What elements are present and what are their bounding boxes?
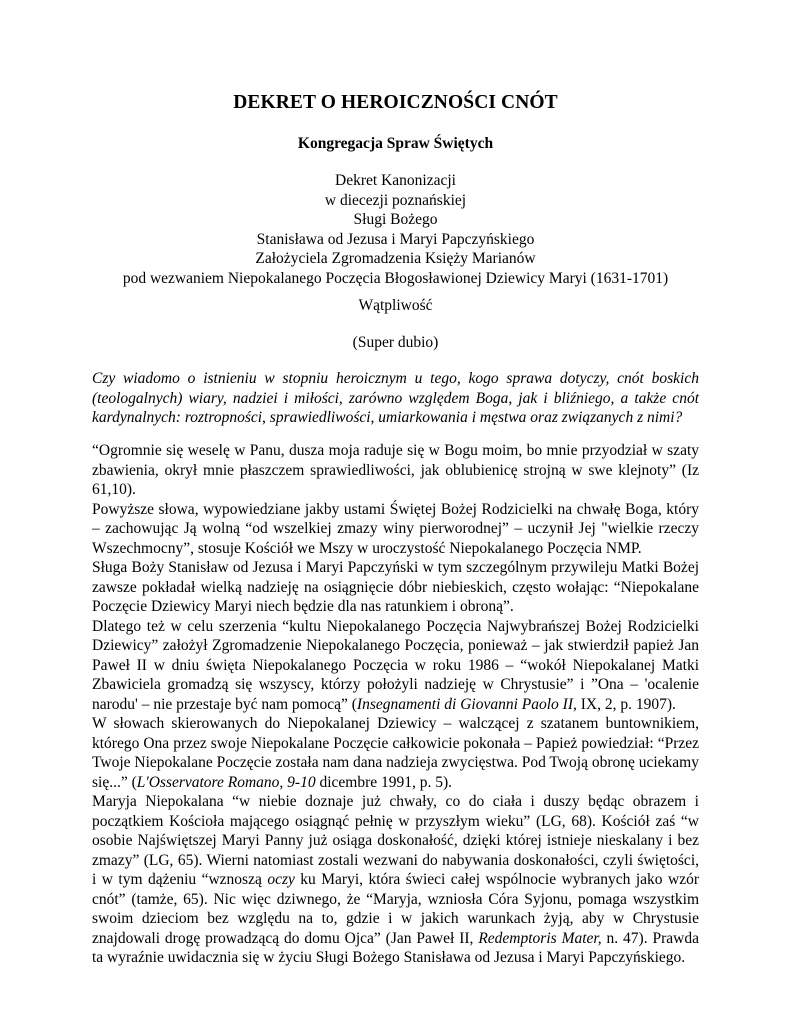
text-run: ku Maryi, która świeci całej wspólnocie wybranych jako wzór cnót” (tamże, 65). Nic więc dziwnego, że “Maryja, wzniosła Córa Syjonu, pomaga wszystkim swoim dzieciom bez względu na to, gdzie i w jakich warunkach żyją, aby w Chrystusie znajdowali drogę prowadzącą do domu Ojca” (Jan Paweł II,	[92, 871, 699, 947]
citation-title: Insegnamenti di Giovanni Paolo II,	[356, 695, 577, 713]
doubt-question: Czy wiadomo o istnieniu w stopniu heroicznym u tego, kogo sprawa dotyczy, cnót boskich (teologalnych) wiary, nadziei i miłości, zarówno względem Boga, jak i bliźniego, a także cnót kardynalnych: roztropności, sprawiedliwości, umiarkowania i męstwa oraz związanych z nimi?	[92, 370, 699, 426]
paragraph: Powyższe słowa, wypowiedziane jakby ustami Świętej Bożej Rodzicielki na chwałę Boga, który – zachowując Ją wolną “od wszelkiej zmazy winy pierworodnej” – uczynił Jej "wielkie rzeczy Wszechmocny”, stosuje Kościół we Mszy w uroczystość Niepokalanego Poczęcia NMP.	[92, 500, 699, 557]
header-line: w diecezji poznańskiej	[324, 191, 467, 209]
text-run: Maryja Niepokalana “w niebie doznaje już chwały, co do ciała i duszy będąc obrazem i początkiem Kościoła mającego osiągnąć pełnię w przyszłym wieku” (LG, 68). Kościół zaś “w osobie Najświętszej Maryi Panny już osiąga doskonałość, dzięki której istnieje nieskalany i bez zmazy” (LG, 65). Wierni natomiast zostali wezwani do nabywania doskonałości, czyli świętości, i w tym dążeniu “wznoszą	[92, 793, 699, 888]
document-title: DEKRET O HEROICZNOŚCI CNÓT	[233, 92, 558, 113]
text-run: Dlatego też w celu szerzenia “kultu Niepokalanego Poczęcia Najwybrańszej Bożej Rodzicielki Dziewicy” założył Zgromadzenie Niepokalanego Poczęcia, ponieważ – jak stwierdził papież Jan Paweł II w dniu święta Niepokalanego Poczęcia w roku 1986 – “wokół Niepokalanej Matki Zbawiciela gromadzą się wszyscy, którzy położyli nadzieję w Chrystusie” i ”Ona – 'ocalenie narodu' – nie przestaje być nam pomocą” (	[92, 617, 699, 713]
header-line: Dekret Kanonizacji	[335, 172, 456, 189]
paragraph	[92, 792, 699, 968]
citation-title: Redemptoris Mater,	[478, 929, 602, 947]
text-run: n. 47). Prawda ta wyraźnie uwidacznia się w życiu Sługi Bożego Stanisława od Jezusa i Maryi Papczyńskiego.	[92, 929, 699, 966]
header-line: Sługi Bożego	[353, 211, 438, 228]
header-line: Stanisława od Jezusa i Maryi Papczyńskiego	[256, 230, 535, 248]
paragraph	[92, 714, 699, 792]
citation-title: L'Osservatore Romano, 9-10	[136, 773, 316, 791]
doubt-heading: Wątpliwość	[358, 297, 433, 314]
header-line: pod wezwaniem Niepokalanego Poczęcia Błogosławionej Dziewicy Maryi (1631-1701)	[122, 269, 669, 287]
document-body	[92, 441, 699, 968]
paragraph: Sługa Boży Stanisław od Jezusa i Maryi Papczyński w tym szczególnym przywileju Matki Bożej zawsze pokładał wielką nadzieję na osiągnięcie dóbr niebieskich, często wołając: “Niepokalane Poczęcie Dziewicy Maryi niech będzie dla nas ratunkiem i obroną”.	[92, 559, 699, 615]
text-run: dicembre 1991, p. 5).	[315, 773, 453, 791]
document-subtitle: Kongregacja Spraw Świętych	[297, 135, 494, 152]
header-line: Założyciela Zgromadzenia Księży Marianów	[255, 250, 536, 267]
paragraph	[92, 617, 699, 715]
emphasis: oczy	[267, 871, 295, 888]
super-dubio: (Super dubio)	[352, 334, 439, 351]
paragraph: “Ogromnie się weselę w Panu, dusza moja raduje się w Bogu moim, bo mnie przyodział w szaty zbawienia, okrył mnie płaszczem sprawiedliwości, jak oblubienicę strojną w swe klejnoty” (Iz 61,10).	[92, 442, 699, 498]
text-run: W słowach skierowanych do Niepokalanej Dziewicy – walczącej z szatanem buntownikiem, którego Ona przez swoje Niepokalane Poczęcie całkowicie pokonała – Papież powiedział: “Przez Twoje Niepokalane Poczęcie została nam dana nadzieja zwycięstwa. Pod Twoją obronę uciekamy się...” (	[92, 715, 699, 791]
text-run: IX, 2, p. 1907).	[576, 695, 676, 713]
decree-header	[0, 171, 791, 288]
